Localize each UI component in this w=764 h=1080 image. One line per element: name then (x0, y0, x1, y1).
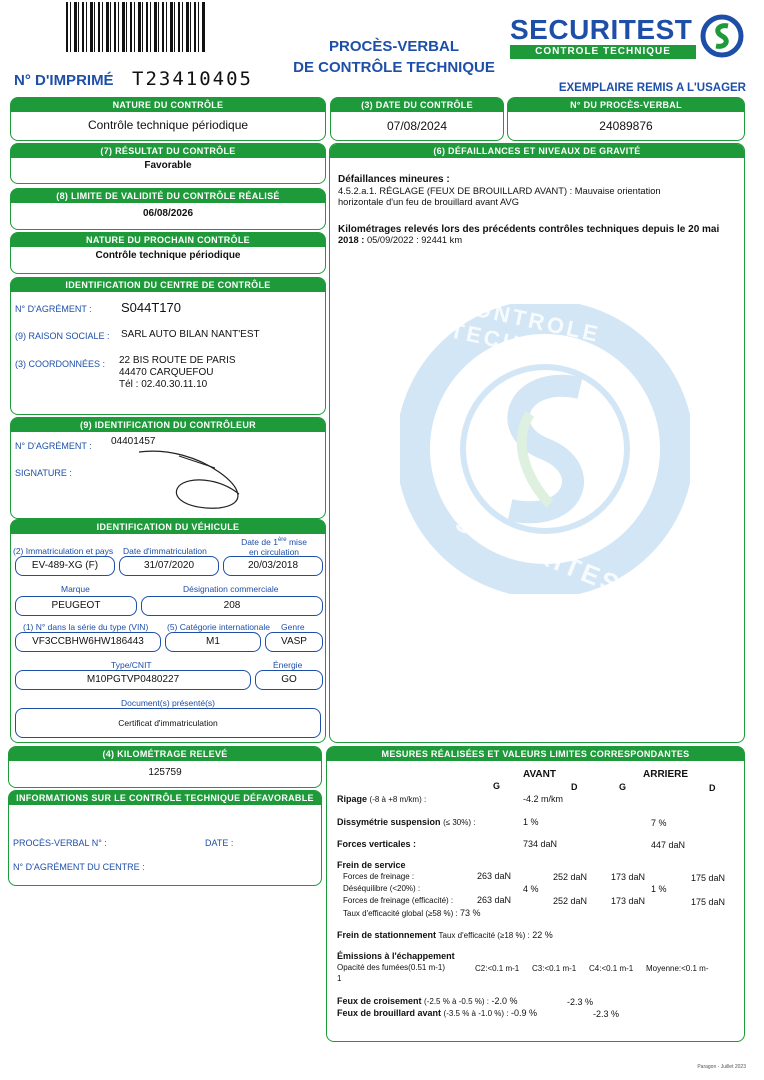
pv-value: 24089876 (599, 119, 653, 133)
signature-label: SIGNATURE : (15, 468, 72, 478)
vin-label: (1) N° dans la série du type (VIN) (23, 622, 149, 632)
low-beam-label: Feux de croisement (337, 996, 422, 1006)
braking-forces-label: Forces de freinage : (343, 872, 415, 881)
date-immat-label: Date d'immatriculation (123, 546, 207, 556)
docs-value: Certificat d'immatriculation (15, 708, 321, 738)
dissymetry-front: 1 % (523, 817, 539, 827)
vehicle-header: IDENTIFICATION DU VÉHICULE (11, 520, 325, 534)
nature-value: Contrôle technique périodique (87, 118, 249, 132)
unfavorable-date-label: DATE : (205, 838, 234, 848)
first-circulation-label-line2: en circulation (248, 546, 300, 557)
controller-agrement-value: 04401457 (111, 436, 156, 447)
genre-value: VASP (265, 632, 323, 652)
braking-efficiency-label: Forces de freinage (efficacité) : (343, 896, 454, 905)
first-circulation-value: 20/03/2018 (223, 556, 323, 576)
fog-light-g: -0.9 % (510, 1008, 537, 1018)
category-value: M1 (165, 632, 261, 652)
nature-box (10, 97, 326, 141)
pv-box (507, 97, 745, 141)
opacity-average-cont: 1 (337, 974, 342, 983)
center-box (10, 277, 326, 415)
opacity-average: Moyenne:<0.1 m- (646, 964, 709, 973)
braking-eff-rd: 175 daN (691, 897, 726, 907)
minor-defects-title: Défaillances mineures : (338, 174, 450, 185)
unfavorable-box (8, 790, 322, 886)
vertical-forces-label: Forces verticales : (337, 839, 417, 849)
km-history-value: 05/09/2022 : 92441 km (366, 235, 463, 245)
dissymetry-limit: (≤ 30%) : (443, 818, 476, 827)
braking-force-fd: 252 daN (553, 872, 588, 882)
opacity-c3: C3:<0.1 m-1 (532, 964, 577, 973)
opacity-label: Opacité des fumées(0.51 m-1) (337, 963, 446, 972)
controller-header: (9) IDENTIFICATION DU CONTRÔLEUR (11, 418, 325, 432)
controller-box (10, 417, 326, 519)
dissymetry-label-text: Dissymétrie suspension (337, 817, 441, 827)
fog-light-limit: (-3.5 % à -1.0 %) : (443, 1009, 509, 1018)
emissions-title: Émissions à l'échappement (337, 951, 455, 961)
title-line-2: DE CONTRÔLE TECHNIQUE (293, 59, 495, 76)
km-history-title: Kilométrages relevés lors des précédents contrôles techniques depuis le 20 mai (338, 224, 720, 235)
energie-value: GO (255, 670, 323, 690)
opacity-c2: C2:<0.1 m-1 (475, 964, 520, 973)
pv-header: N° DU PROCÈS-VERBAL (508, 98, 744, 112)
fog-light-d: -2.3 % (593, 1009, 620, 1019)
type-value: M10PGTVP0480227 (15, 670, 251, 690)
imbalance-label: Déséquilibre (<20%) : (343, 884, 421, 893)
braking-eff-fg: 263 daN (477, 895, 512, 905)
coord-line-3: Tél : 02.40.30.11.10 (119, 379, 208, 390)
center-agrement-value: S044T170 (121, 300, 181, 315)
ripage-value: -4.2 m/km (523, 794, 564, 804)
center-agrement-label: N° D'AGRÉMENT : (15, 304, 92, 314)
date-box (330, 97, 504, 141)
result-box (10, 143, 326, 184)
rear-g-header: G (619, 782, 627, 792)
ripage-label-text: Ripage (337, 794, 368, 804)
braking-eff-fd: 252 daN (553, 896, 588, 906)
measures-header: MESURES RÉALISÉES ET VALEURS LIMITES CORRESPONDANTES (327, 747, 744, 761)
watermark-text-bottom: SECURITEST (451, 506, 644, 608)
vin-value: VF3CCBHW6HW186443 (15, 632, 161, 652)
securitest-logo (508, 14, 748, 62)
dissymetry-rear: 7 % (651, 818, 667, 828)
title-line-1: PROCÈS-VERBAL (328, 38, 459, 55)
imbalance-front: 4 % (523, 884, 539, 894)
parking-brake-title: Frein de stationnement (337, 930, 437, 940)
braking-eff-rg: 173 daN (611, 896, 646, 906)
barcode (66, 2, 206, 52)
category-label: (5) Catégorie internationale (167, 622, 271, 632)
imbalance-rear: 1 % (651, 884, 667, 894)
first-circulation-label-sup: ère (277, 537, 287, 543)
result-header: (7) RÉSULTAT DU CONTRÔLE (11, 144, 325, 158)
signature-scribble (129, 438, 279, 518)
avant-header: AVANT (523, 769, 556, 780)
designation-value: 208 (141, 596, 323, 616)
docs-label: Document(s) présenté(s) (121, 698, 216, 708)
raison-value: SARL AUTO BILAN NANT'EST (121, 329, 260, 340)
global-efficiency (343, 908, 480, 918)
mileage-box (8, 746, 322, 788)
parking-brake-value: 22 % (532, 930, 553, 940)
vertical-forces-rear: 447 daN (651, 840, 686, 850)
fog-light-line (337, 1008, 537, 1018)
braking-force-rg: 173 daN (611, 872, 646, 882)
parking-brake-label: Taux d'efficacité (≥18 %) : (438, 931, 530, 940)
immat-label: (2) Immatriculation et pays (13, 546, 114, 556)
result-value: Favorable (144, 160, 192, 171)
minor-defect-line-2: horizontale d'un feu de brouillard avant AVG (338, 197, 519, 207)
km-history-year: 2018 : (338, 235, 365, 245)
marque-value: PEUGEOT (15, 596, 137, 616)
center-header: IDENTIFICATION DU CENTRE DE CONTRÔLE (11, 278, 325, 292)
print-number: T23410405 (132, 68, 253, 90)
defects-header: (6) DÉFAILLANCES ET NIVEAUX DE GRAVITÉ (330, 144, 744, 158)
global-efficiency-label: Taux d'efficacité global (≥58 %) : (343, 909, 458, 918)
braking-force-rd: 175 daN (691, 873, 726, 883)
first-circulation-label-a: Date de 1 (241, 536, 278, 547)
service-brake-title: Frein de service (337, 860, 406, 870)
minor-defect-line-1: 4.5.2.a.1. RÉGLAGE (FEUX DE BROUILLARD AVANT) : Mauvaise orientation (338, 186, 661, 196)
coord-line-2: 44470 CARQUEFOU (119, 367, 214, 378)
validity-value: 06/08/2026 (142, 208, 194, 219)
validity-header: (8) LIMITE DE VALIDITÉ DU CONTRÔLE RÉALISÉ (11, 189, 325, 203)
footer-credit: Paragon - Juillet 2023 (697, 1064, 746, 1070)
next-control-value: Contrôle technique périodique (95, 250, 241, 261)
km-history-line (338, 235, 462, 245)
date-value: 07/08/2024 (386, 119, 448, 133)
dissymetry-label (337, 817, 475, 827)
arriere-header: ARRIERE (643, 769, 689, 780)
date-header: (3) DATE DU CONTRÔLE (331, 98, 503, 112)
vehicle-box (10, 519, 326, 743)
measures-box (326, 746, 745, 1042)
designation-label: Désignation commerciale (183, 584, 279, 594)
next-control-header: NATURE DU PROCHAIN CONTRÔLE (11, 233, 325, 247)
unfavorable-agrement-label: N° D'AGRÉMENT DU CENTRE : (13, 862, 145, 872)
low-beam-d: -2.3 % (567, 997, 594, 1007)
immat-value: EV-489-XG (F) (15, 556, 115, 576)
ripage-limit: (-8 à +8 m/km) : (369, 795, 427, 804)
front-g-header: G (493, 781, 501, 791)
defects-box (329, 143, 745, 743)
brand-s-icon (700, 14, 744, 58)
rear-d-header: D (709, 783, 716, 793)
raison-label: (9) RAISON SOCIALE : (15, 331, 110, 341)
low-beam-limit: (-2.5 % à -0.5 %) : (424, 997, 489, 1006)
coord-label: (3) COORDONNÉES : (15, 359, 106, 369)
global-efficiency-value: 73 % (459, 908, 481, 918)
copy-note: EXEMPLAIRE REMIS A L'USAGER (558, 82, 746, 94)
validity-box (10, 188, 326, 230)
brand-name: SECURITEST (510, 14, 693, 45)
low-beam-line (337, 996, 518, 1006)
energie-label: Énergie (273, 660, 303, 670)
vertical-forces-front: 734 daN (523, 839, 558, 849)
document-title (288, 36, 500, 78)
coord-line-1: 22 BIS ROUTE DE PARIS (119, 355, 236, 366)
brand-subtitle: CONTROLE TECHNIQUE (510, 45, 696, 59)
first-circulation-label (229, 535, 319, 557)
next-control-box (10, 232, 326, 274)
mileage-value: 125759 (148, 767, 182, 778)
front-d-header: D (571, 782, 578, 792)
unfavorable-pv-label: PROCÈS-VERBAL N° : (13, 838, 107, 848)
controller-agrement-label: N° D'AGRÉMENT : (15, 441, 92, 451)
mileage-header: (4) KILOMÉTRAGE RELEVÉ (9, 747, 321, 761)
parking-brake-line (337, 930, 553, 940)
nature-header: NATURE DU CONTRÔLE (11, 98, 325, 112)
print-number-label: N° D'IMPRIMÉ (14, 72, 114, 89)
date-immat-value: 31/07/2020 (119, 556, 219, 576)
genre-label: Genre (281, 622, 305, 632)
low-beam-g: -2.0 % (491, 996, 518, 1006)
ripage-label (337, 794, 426, 804)
opacity-c4: C4:<0.1 m-1 (589, 964, 634, 973)
marque-label: Marque (61, 584, 90, 594)
fog-light-label: Feux de brouillard avant (337, 1008, 442, 1018)
type-label: Type/CNIT (111, 660, 152, 670)
unfavorable-header: INFORMATIONS SUR LE CONTRÔLE TECHNIQUE DÉFAVORABLE (9, 791, 321, 805)
watermark-text-top: CONTROLE TECHNIQUE (448, 292, 607, 375)
braking-force-fg: 263 daN (477, 871, 512, 881)
first-circulation-label-b: mise (286, 536, 307, 547)
